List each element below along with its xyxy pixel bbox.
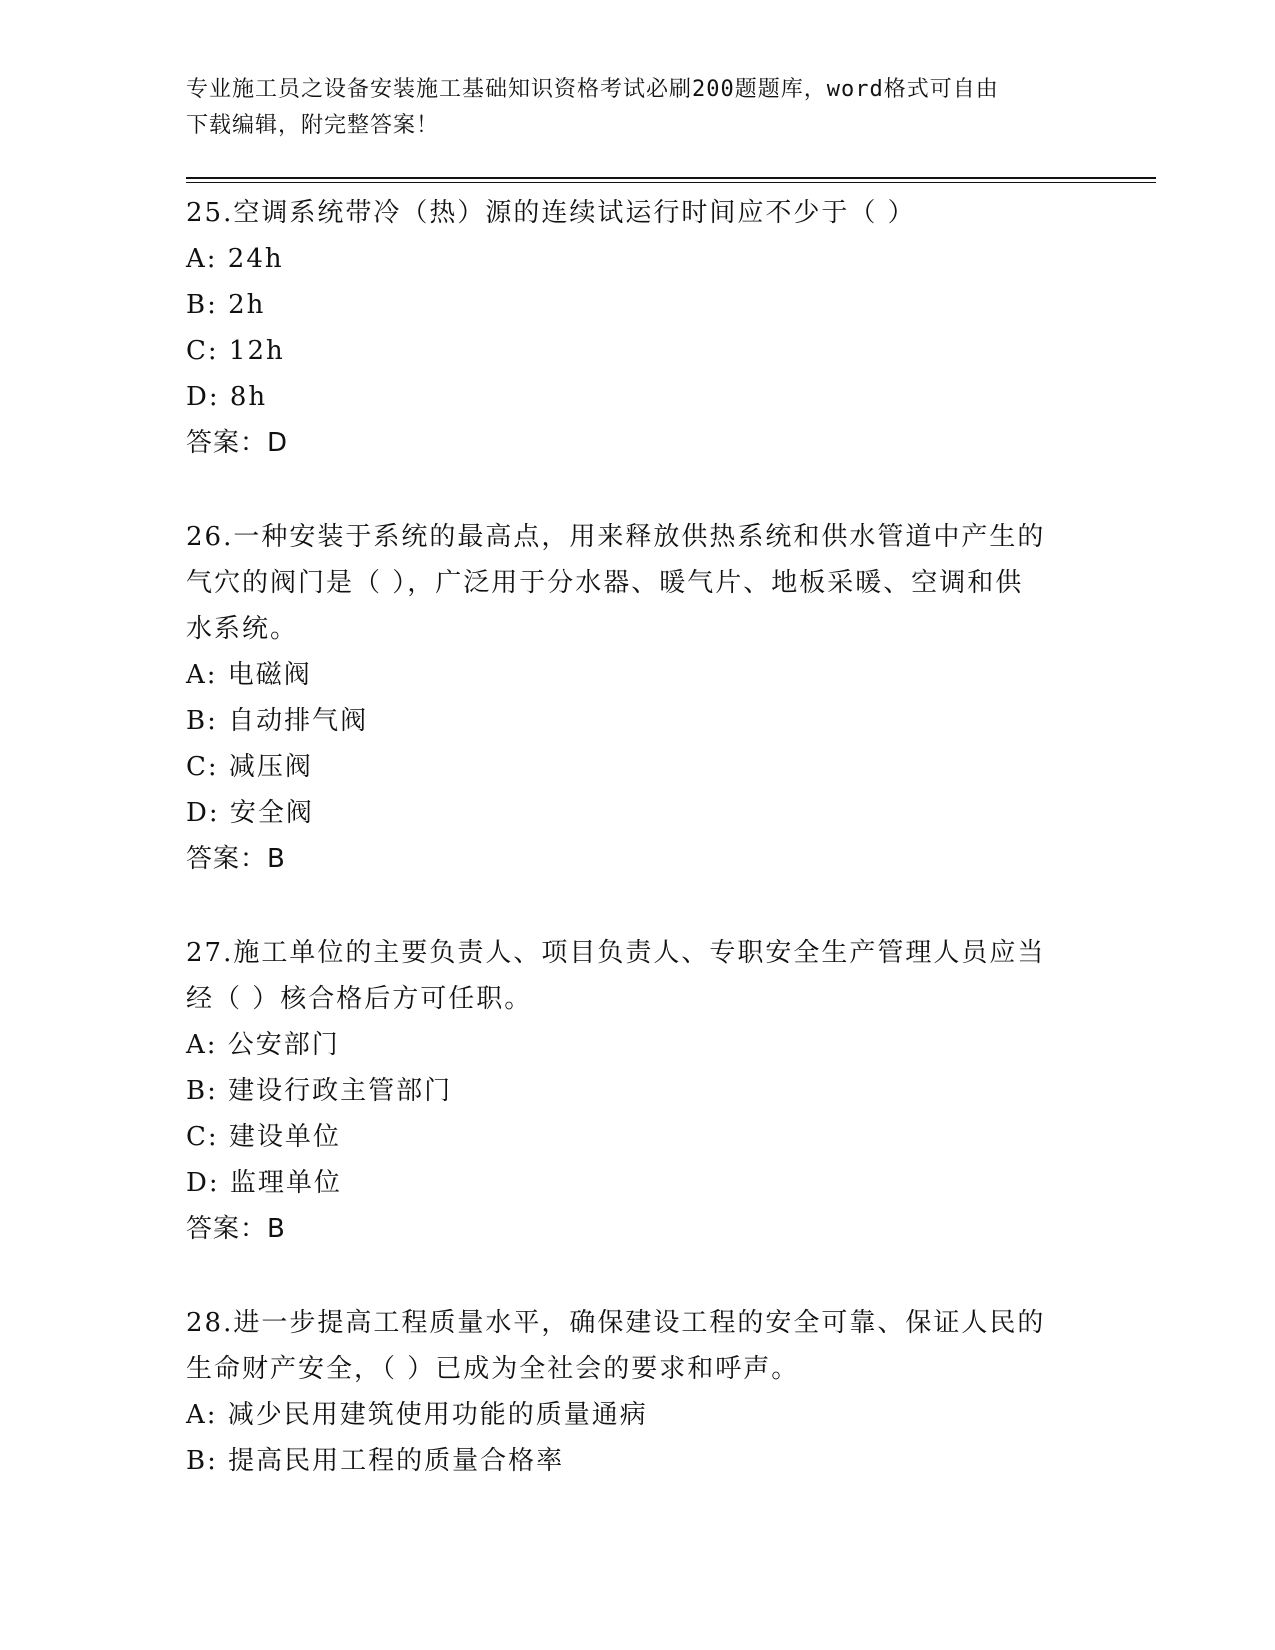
question-text: 28.进一步提高工程质量水平，确保建设工程的安全可靠、保证人民的 bbox=[186, 1308, 1046, 1338]
option-c: C: 减压阀 bbox=[186, 752, 313, 782]
question-27 bbox=[186, 930, 1086, 1252]
option-d: D: 监理单位 bbox=[186, 1168, 342, 1198]
header-divider-thin bbox=[186, 182, 1156, 183]
question-28 bbox=[186, 1300, 1086, 1484]
option-d: D: 安全阀 bbox=[186, 798, 314, 828]
option-b: B: 建设行政主管部门 bbox=[186, 1076, 453, 1106]
question-text: 26.一种安装于系统的最高点，用来释放供热系统和供水管道中产生的 bbox=[186, 522, 1046, 552]
document-header bbox=[186, 72, 1086, 144]
option-b: B: 2h bbox=[186, 290, 266, 320]
option-a: A: 电磁阀 bbox=[186, 660, 312, 690]
question-text: 25.空调系统带冷（热）源的连续试运行时间应不少于（ ） bbox=[186, 198, 916, 228]
header-divider-thick bbox=[186, 177, 1156, 179]
question-text: 生命财产安全，（ ）已成为全社会的要求和呼声。 bbox=[186, 1354, 800, 1384]
option-b: B: 提高民用工程的质量合格率 bbox=[186, 1446, 565, 1476]
answer-label: 答案：D bbox=[186, 428, 289, 458]
header-line-2: 下载编辑，附完整答案！ bbox=[186, 113, 440, 138]
question-text: 气穴的阀门是（ ），广泛用于分水器、暖气片、地板采暖、空调和供 bbox=[186, 568, 1024, 598]
answer-label: 答案：B bbox=[186, 844, 286, 874]
question-text: 经（ ）核合格后方可任职。 bbox=[186, 984, 533, 1014]
header-line-1: 专业施工员之设备安装施工基础知识资格考试必刷200题题库，word格式可自由 bbox=[186, 77, 999, 102]
option-b: B: 自动排气阀 bbox=[186, 706, 369, 736]
option-a: A: 减少民用建筑使用功能的质量通病 bbox=[186, 1400, 648, 1430]
question-text: 水系统。 bbox=[186, 614, 299, 644]
option-d: D: 8h bbox=[186, 382, 268, 412]
answer-label: 答案：B bbox=[186, 1214, 286, 1244]
question-list bbox=[186, 190, 1086, 1532]
option-a: A: 24h bbox=[186, 244, 284, 274]
option-c: C: 建设单位 bbox=[186, 1122, 341, 1152]
option-c: C: 12h bbox=[186, 336, 285, 366]
option-a: A: 公安部门 bbox=[186, 1030, 340, 1060]
question-26 bbox=[186, 514, 1086, 882]
question-text: 27.施工单位的主要负责人、项目负责人、专职安全生产管理人员应当 bbox=[186, 938, 1046, 968]
question-25 bbox=[186, 190, 1086, 466]
